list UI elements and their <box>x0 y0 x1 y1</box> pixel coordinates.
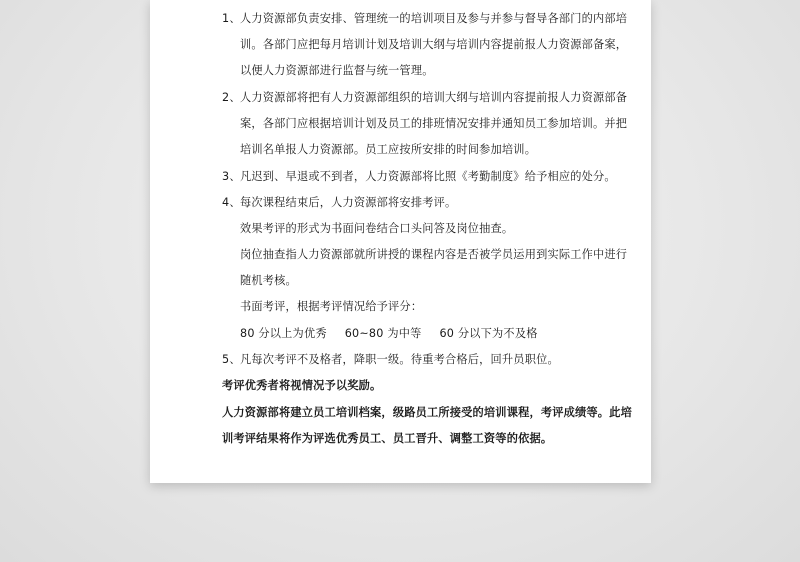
item-text-line: 训。各部门应把每月培训计划及培训大纲与培训内容提前报人力资源部备案， <box>240 38 628 51</box>
spot-check-text: 岗位抽查指人力资源部就所讲授的课程内容是否被学员运用到实际工作中进行 <box>240 248 628 261</box>
grade-scale <box>240 326 556 342</box>
item-text-line: 人力资源部负责安排、管理统一的培训项目及参与并参与督导各部门的内部培 <box>240 12 628 25</box>
grade-fail: 60 分以下为不及格 <box>439 327 538 340</box>
item-text-line: 以便人力资源部进行监督与统一管理。 <box>240 64 434 77</box>
document-page <box>150 0 651 483</box>
item-number: 2、 <box>222 91 241 104</box>
item-text-line: 每次课程结束后，人力资源部将安排考评。 <box>240 196 457 209</box>
item-number: 4、 <box>222 196 241 209</box>
reward-note: 考评优秀者将视情况予以奖励。 <box>222 379 382 392</box>
written-eval-text: 书面考评，根据考评情况给予评分： <box>240 300 423 313</box>
item-number: 1、 <box>222 12 241 25</box>
item-text-line: 培训名单报人力资源部。员工应按所安排的时间参加培训。 <box>240 143 537 156</box>
item-text-line: 凡每次考评不及格者，降职一级。待重考合格后，回升员职位。 <box>240 353 559 366</box>
item-text-line: 凡迟到、早退或不到者，人力资源部将比照《考勤制度》给予相应的处分。 <box>240 170 616 183</box>
item-number: 5、 <box>222 353 241 366</box>
spot-check-text: 随机考核。 <box>240 274 297 287</box>
item-text-line: 案，各部门应根据培训计划及员工的排班情况安排并通知员工参加培训。并把 <box>240 117 628 130</box>
evaluation-form-text: 效果考评的形式为书面问卷结合口头问答及岗位抽查。 <box>240 222 514 235</box>
grade-excellent: 80 分以上为优秀 <box>240 327 327 340</box>
item-text-line: 人力资源部将把有人力资源部组织的培训大纲与培训内容提前报人力资源部备 <box>240 91 628 104</box>
grade-medium: 60~80 为中等 <box>344 327 422 340</box>
archive-note-line: 人力资源部将建立员工培训档案，级路员工所接受的培训课程，考评成绩等。此培 <box>222 406 632 419</box>
archive-note-line: 训考评结果将作为评选优秀员工、员工晋升、调整工资等的依据。 <box>222 432 553 445</box>
item-number: 3、 <box>222 170 241 183</box>
